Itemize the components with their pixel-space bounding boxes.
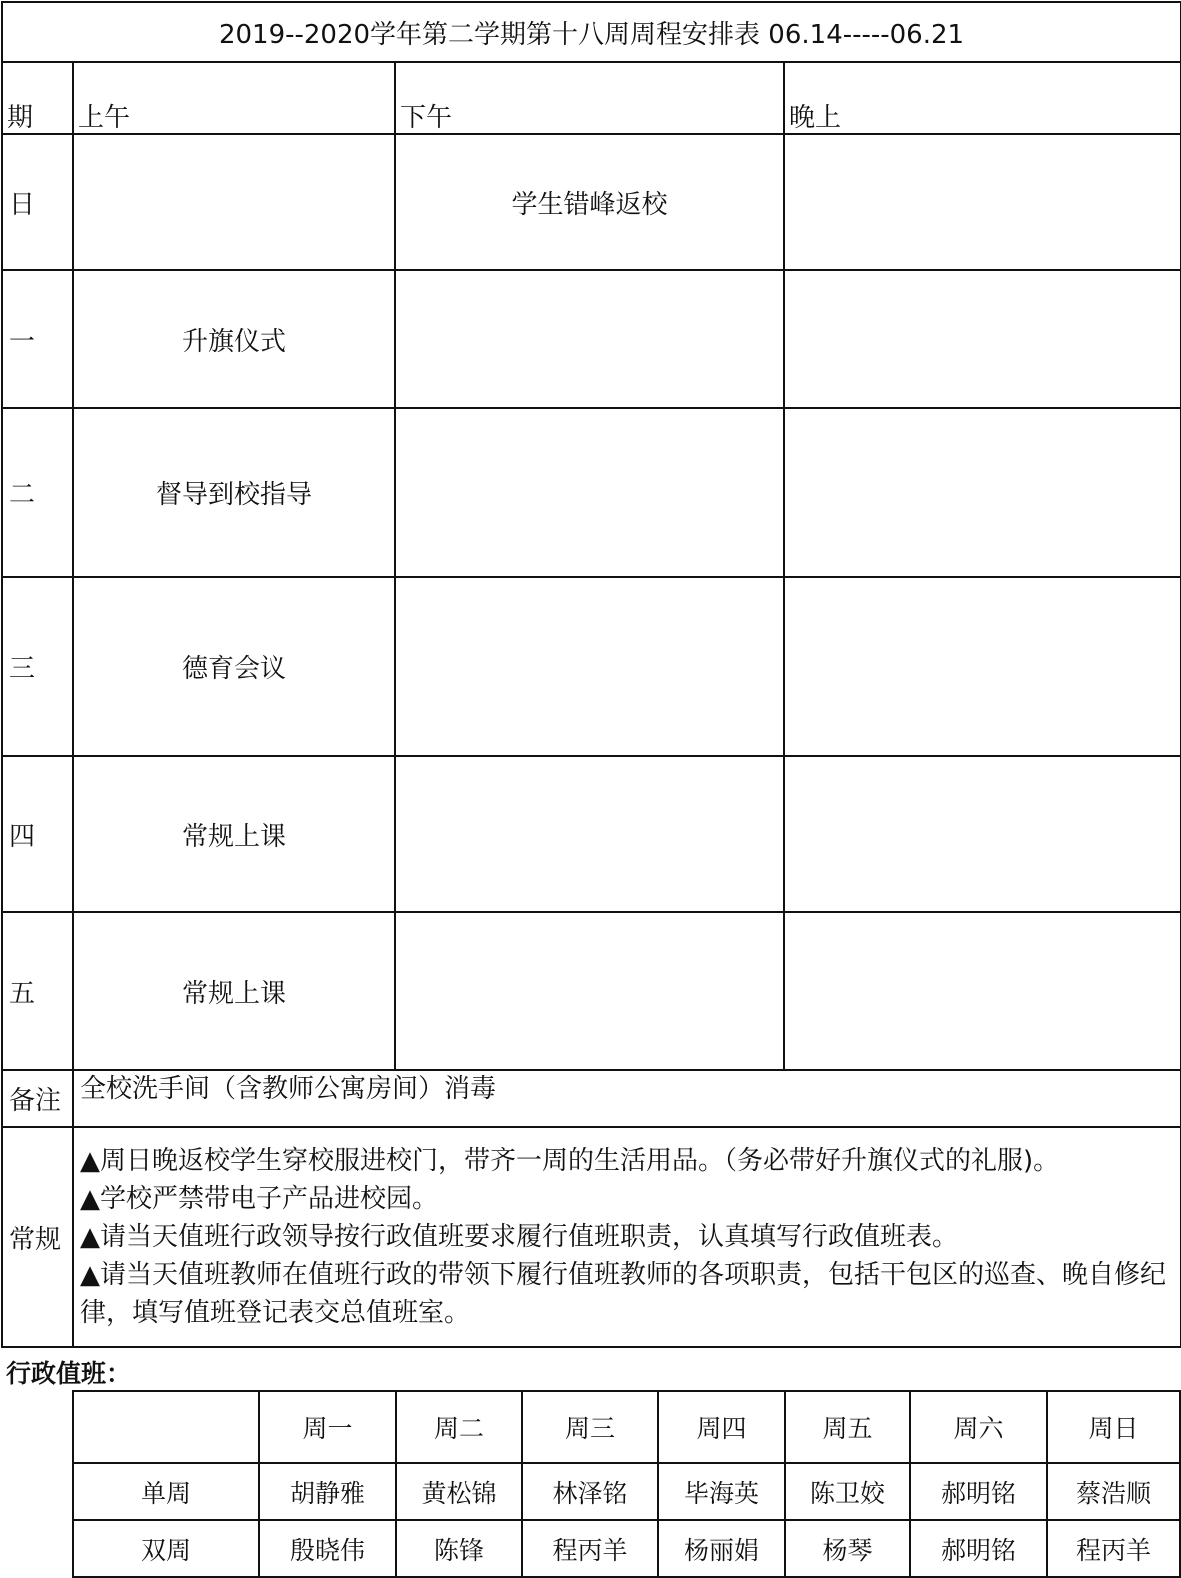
duty-heading: 行政值班： (6, 1359, 132, 1388)
day-row-sunday (2, 134, 1181, 270)
morning-cell: 常规上课 (73, 756, 395, 912)
duty-row-label: 双周 (73, 1520, 259, 1577)
duty-corner-cell (73, 1391, 259, 1463)
evening-cell (784, 270, 1181, 408)
duty-row-odd-week (73, 1463, 1180, 1520)
header-row (2, 62, 1181, 134)
duty-name-cell: 杨丽娟 (658, 1520, 785, 1577)
day-label: 一 (2, 270, 73, 408)
header-evening: 晚上 (784, 62, 1181, 134)
duty-name-cell: 黄松锦 (396, 1463, 522, 1520)
day-row-monday (2, 270, 1181, 408)
duty-header-row (73, 1391, 1180, 1463)
duty-row-even-week (73, 1520, 1180, 1577)
rule-line: ▲请当天值班行政领导按行政值班要求履行值班职责，认真填写行政值班表。 (80, 1222, 958, 1252)
duty-name-cell: 陈卫姣 (785, 1463, 910, 1520)
rules-label: 常规 (2, 1127, 73, 1347)
duty-name-cell: 胡静雅 (259, 1463, 396, 1520)
day-label: 四 (2, 756, 73, 912)
duty-table (72, 1390, 1181, 1578)
duty-name-cell: 林泽铭 (522, 1463, 658, 1520)
duty-row-label: 单周 (73, 1463, 259, 1520)
rules-row (2, 1127, 1181, 1347)
evening-cell (784, 134, 1181, 270)
duty-day-header: 周六 (910, 1391, 1047, 1463)
rule-line: ▲周日晚返校学生穿校服进校门，带齐一周的生活用品。（务必带好升旗仪式的礼服)。 (80, 1146, 1060, 1176)
notes-label: 备注 (2, 1070, 73, 1127)
duty-day-header: 周一 (259, 1391, 396, 1463)
evening-cell (784, 912, 1181, 1070)
duty-day-header: 周四 (658, 1391, 785, 1463)
rule-line: ▲请当天值班教师在值班行政的带领下履行值班教师的各项职责，包括干包区的巡查、晚自修纪律，填写值班登记表交总值班室。 (80, 1260, 1166, 1328)
afternoon-cell: 学生错峰返校 (395, 134, 784, 270)
day-row-thursday (2, 756, 1181, 912)
header-period: 期 (2, 62, 73, 134)
duty-name-cell: 殷晓伟 (259, 1520, 396, 1577)
morning-cell: 升旗仪式 (73, 270, 395, 408)
morning-cell (73, 134, 395, 270)
duty-name-cell: 程丙羊 (1047, 1520, 1180, 1577)
afternoon-cell (395, 912, 784, 1070)
afternoon-cell (395, 756, 784, 912)
day-row-wednesday (2, 577, 1181, 756)
duty-day-header: 周日 (1047, 1391, 1180, 1463)
day-label: 日 (2, 134, 73, 270)
morning-cell: 常规上课 (73, 912, 395, 1070)
schedule-title: 2019--2020学年第二学期第十八周周程安排表 06.14-----06.21 (2, 2, 1181, 62)
rule-line: ▲学校严禁带电子产品进校园。 (80, 1184, 438, 1214)
notes-text: 全校洗手间（含教师公寓房间）消毒 (73, 1070, 1181, 1127)
duty-name-cell: 程丙羊 (522, 1520, 658, 1577)
duty-day-header: 周二 (396, 1391, 522, 1463)
morning-cell: 督导到校指导 (73, 408, 395, 577)
weekly-schedule-table (1, 1, 1181, 1348)
afternoon-cell (395, 577, 784, 756)
day-label: 三 (2, 577, 73, 756)
day-label: 二 (2, 408, 73, 577)
duty-name-cell: 郝明铭 (910, 1463, 1047, 1520)
duty-name-cell: 毕海英 (658, 1463, 785, 1520)
evening-cell (784, 577, 1181, 756)
duty-name-cell: 郝明铭 (910, 1520, 1047, 1577)
duty-name-cell: 陈锋 (396, 1520, 522, 1577)
duty-name-cell: 蔡浩顺 (1047, 1463, 1180, 1520)
afternoon-cell (395, 270, 784, 408)
evening-cell (784, 408, 1181, 577)
evening-cell (784, 756, 1181, 912)
duty-day-header: 周三 (522, 1391, 658, 1463)
afternoon-cell (395, 408, 784, 577)
duty-day-header: 周五 (785, 1391, 910, 1463)
header-afternoon: 下午 (395, 62, 784, 134)
rules-text (73, 1127, 1181, 1347)
day-row-tuesday (2, 408, 1181, 577)
duty-name-cell: 杨琴 (785, 1520, 910, 1577)
day-row-friday (2, 912, 1181, 1070)
header-morning: 上午 (73, 62, 395, 134)
day-label: 五 (2, 912, 73, 1070)
morning-cell: 德育会议 (73, 577, 395, 756)
notes-row (2, 1070, 1181, 1127)
